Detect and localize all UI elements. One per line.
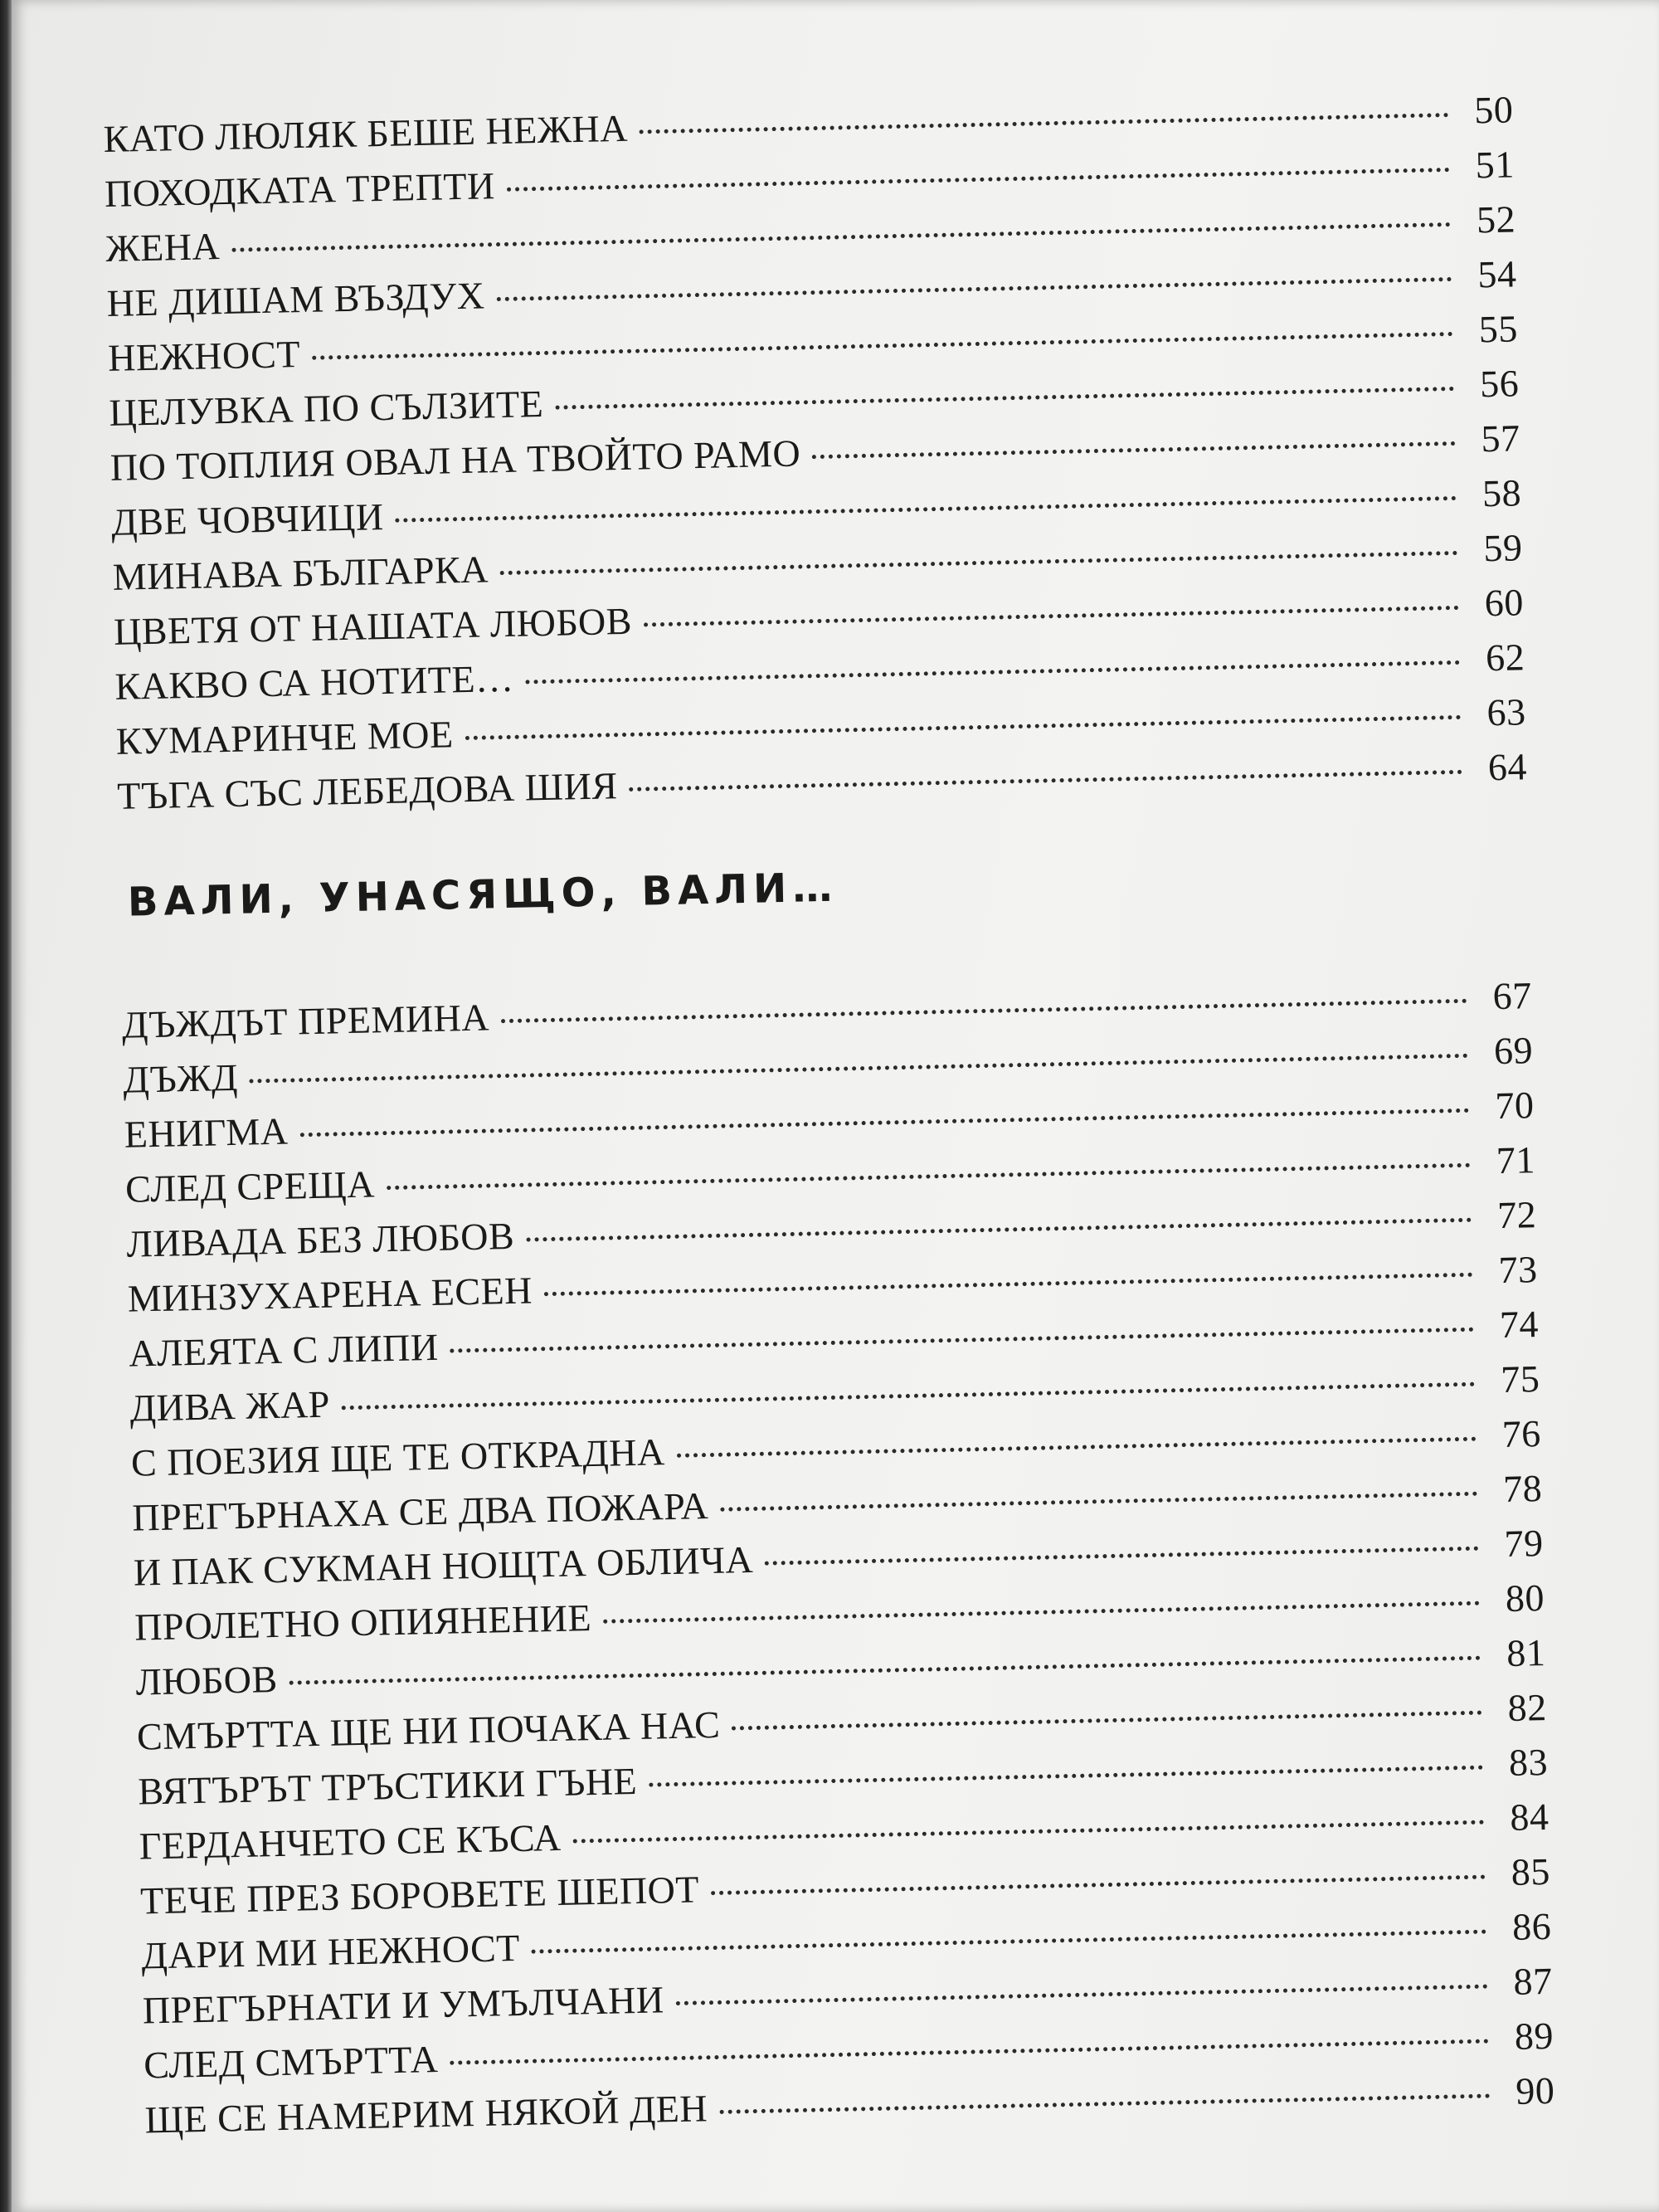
dot-leader (312, 332, 1453, 360)
entry-page-number: 82 (1507, 1685, 1548, 1729)
entry-title: КАТО ЛЮЛЯК БЕШЕ НЕЖНА (103, 106, 629, 160)
entry-page-number: 83 (1508, 1740, 1549, 1784)
entry-title: ЦВЕТЯ ОТ НАШАТА ЛЮБОВ (113, 599, 633, 653)
entry-page-number: 57 (1481, 417, 1521, 460)
entry-page-number: 80 (1505, 1576, 1545, 1620)
dot-leader (342, 1382, 1476, 1411)
entry-page-number: 62 (1485, 636, 1525, 680)
entry-title: АЛЕЯТА С ЛИПИ (128, 1325, 440, 1375)
entry-title: ЛИВАДА БЕЗ ЛЮБОВ (126, 1214, 515, 1265)
dot-leader (676, 1985, 1488, 2006)
entry-page-number: 72 (1496, 1193, 1537, 1237)
dot-leader (501, 999, 1467, 1023)
entry-page-number: 75 (1500, 1357, 1540, 1401)
entry-page-number: 84 (1509, 1795, 1550, 1839)
dot-leader (387, 1163, 1471, 1190)
entry-title: ГЕРДАНЧЕТО СЕ КЪСА (139, 1815, 562, 1868)
entry-title: ДЪЖД (122, 1055, 239, 1101)
dot-leader (250, 1054, 1468, 1084)
dot-leader (299, 1108, 1469, 1138)
dot-leader (496, 277, 1452, 301)
dot-leader (720, 1492, 1477, 1512)
entry-title: ЛЮБОВ (135, 1658, 279, 1703)
entry-title: ТЕЧЕ ПРЕЗ БОРОВЕТЕ ШЕПОТ (139, 1868, 700, 1922)
entry-title: КУМАРИНЧЕ МОЕ (115, 713, 455, 763)
entry-page-number: 85 (1511, 1849, 1551, 1893)
entry-title: ЦЕЛУВКА ПО СЪЛЗИТЕ (109, 382, 544, 434)
entry-title: СЛЕД СМЪРТТА (143, 2038, 439, 2087)
entry-page-number: 52 (1476, 197, 1516, 241)
entry-title: ЖЕНА (105, 225, 221, 270)
entry-title: НЕ ДИШАМ ВЪЗДУХ (106, 274, 485, 324)
entry-title: КАКВО СА НОТИТЕ… (114, 656, 514, 708)
entry-page-number: 79 (1503, 1522, 1545, 1565)
dot-leader (677, 1437, 1477, 1458)
entry-title: СМЪРТТА ЩЕ НИ ПОЧАКА НАС (136, 1703, 721, 1758)
table-of-contents (103, 82, 1555, 2147)
dot-leader (555, 387, 1454, 410)
entry-title: С ПОЕЗИЯ ЩЕ ТЕ ОТКРАДНА (130, 1430, 666, 1484)
entry-title: ПРЕГЪРНАТИ И УМЪЛЧАНИ (142, 1978, 665, 2032)
dot-leader (640, 113, 1449, 134)
entry-title: И ПАК СУКМАН НОЩТА ОБЛИЧА (133, 1537, 754, 1594)
entry-page-number: 69 (1493, 1029, 1534, 1073)
dot-leader (396, 496, 1457, 523)
entry-title: ТЪГА СЪС ЛЕБЕДОВА ШИЯ (116, 764, 619, 817)
entry-title: ДАРИ МИ НЕЖНОСТ (141, 1926, 521, 1977)
dot-leader (544, 1273, 1473, 1296)
dot-leader (630, 770, 1463, 792)
dot-leader (711, 1875, 1486, 1896)
entry-page-number: 71 (1496, 1138, 1536, 1182)
entry-page-number: 76 (1501, 1412, 1542, 1456)
entry-title: ДИВА ЖАР (129, 1382, 331, 1430)
dot-leader (450, 2039, 1489, 2065)
dot-leader (649, 1766, 1483, 1787)
entry-title: ПРЕГЪРНАХА СЕ ДВА ПОЖАРА (131, 1484, 709, 1539)
entry-title: ПО ТОПЛИЯ ОВАЛ НА ТВОЙТО РАМО (109, 431, 801, 489)
entry-page-number: 55 (1478, 307, 1519, 351)
entry-title: СЛЕД СРЕЩА (124, 1162, 376, 1211)
toc-list-part-2 (121, 968, 1555, 2147)
entry-page-number: 60 (1484, 581, 1525, 625)
dot-leader (231, 222, 1451, 252)
dot-leader (603, 1601, 1480, 1624)
entry-page-number: 59 (1482, 526, 1523, 570)
dot-leader (719, 2094, 1490, 2114)
entry-page-number: 67 (1492, 974, 1533, 1018)
entry-title: ВЯТЪРЪТ ТРЪСТИКИ ГЪНЕ (137, 1759, 638, 1813)
entry-page-number: 70 (1494, 1084, 1535, 1128)
entry-page-number: 54 (1477, 252, 1517, 296)
dot-leader (526, 660, 1461, 685)
book-spine-edge (0, 0, 12, 2212)
dot-leader (573, 1820, 1485, 1844)
entry-title: ПОХОДКАТА ТРЕПТИ (104, 164, 496, 215)
entry-title: НЕЖНОСТ (107, 333, 301, 379)
entry-title: МИНАВА БЪЛГАРКА (112, 548, 489, 598)
entry-title: ДВЕ ЧОВЧИЦИ (110, 495, 385, 543)
dot-leader (532, 1930, 1487, 1954)
entry-page-number: 58 (1481, 471, 1522, 515)
dot-leader (765, 1547, 1479, 1566)
entry-page-number: 73 (1498, 1248, 1539, 1292)
book-page (12, 0, 1659, 2212)
dot-leader (732, 1711, 1481, 1731)
dot-leader (289, 1656, 1481, 1685)
dot-leader (526, 1218, 1472, 1242)
dot-leader (465, 715, 1462, 740)
entry-title: ПРОЛЕТНО ОПИЯНЕНИЕ (134, 1596, 592, 1649)
dot-leader (500, 551, 1458, 575)
dot-leader (644, 606, 1459, 627)
entry-page-number: 78 (1502, 1467, 1543, 1511)
entry-title: ЕНИГМА (124, 1109, 289, 1156)
entry-page-number: 56 (1479, 362, 1520, 406)
dot-leader (450, 1328, 1475, 1353)
entry-page-number: 64 (1487, 745, 1528, 789)
entry-title: МИНЗУХАРЕНА ЕСЕН (127, 1269, 533, 1320)
entry-page-number: 87 (1513, 1959, 1554, 2003)
entry-page-number: 81 (1506, 1630, 1546, 1674)
entry-page-number: 86 (1511, 1904, 1552, 1948)
entry-title: ЩЕ СЕ НАМЕРИМ НЯКОЙ ДЕН (144, 2087, 708, 2141)
entry-page-number: 89 (1514, 2014, 1554, 2058)
entry-page-number: 74 (1499, 1303, 1540, 1347)
entry-title: ДЪЖДЪТ ПРЕМИНА (121, 996, 490, 1046)
entry-page-number: 63 (1486, 690, 1527, 734)
section-heading: ВАЛИ, УНАСЯЩО, ВАЛИ… (127, 864, 839, 926)
entry-page-number: 50 (1473, 88, 1514, 132)
entry-page-number: 90 (1515, 2068, 1555, 2112)
entry-page-number: 51 (1475, 143, 1515, 187)
dot-leader (507, 168, 1450, 192)
dot-leader (812, 441, 1456, 459)
toc-list-part-1 (103, 82, 1528, 823)
